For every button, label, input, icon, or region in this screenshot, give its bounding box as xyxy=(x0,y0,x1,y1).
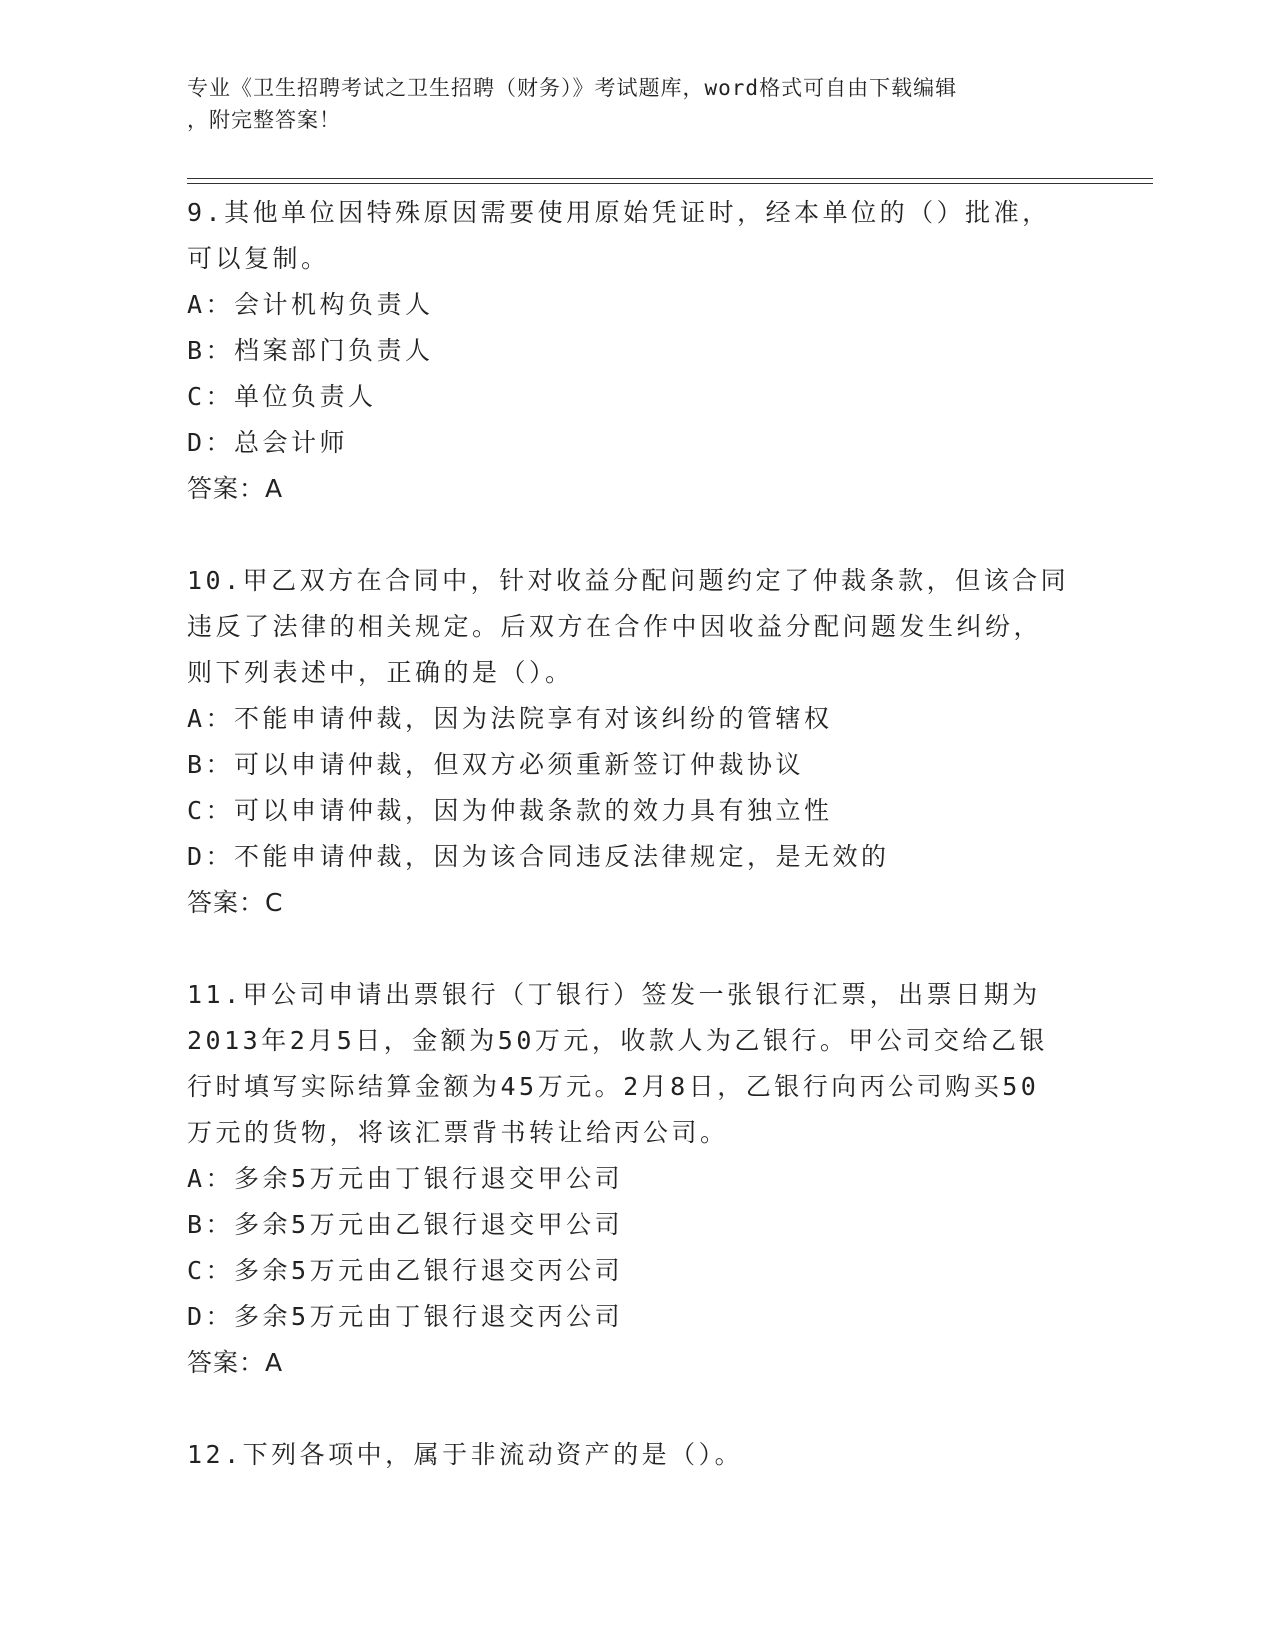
question-11 xyxy=(187,972,1087,1386)
question-text-line: 行时填写实际结算金额为45万元。2月8日，乙银行向丙公司购买50 xyxy=(187,1072,1040,1101)
option-c: C：可以申请仲裁，因为仲裁条款的效力具有独立性 xyxy=(187,796,833,825)
option-d: D：总会计师 xyxy=(187,428,349,457)
header-line-2: ，附完整答案！ xyxy=(187,108,341,132)
option-d: D：多余5万元由丁银行退交丙公司 xyxy=(187,1302,624,1331)
header-line-1: 专业《卫生招聘考试之卫生招聘（财务）》考试题库，word格式可自由下载编辑 xyxy=(187,76,958,100)
question-text-line: 10.甲乙双方在合同中，针对收益分配问题约定了仲裁条款，但该合同 xyxy=(187,566,1070,595)
document-header xyxy=(187,72,1087,136)
question-9 xyxy=(187,190,1087,512)
header-divider-bottom xyxy=(187,183,1153,184)
question-text-line: 12.下列各项中，属于非流动资产的是（）。 xyxy=(187,1440,744,1469)
option-b: B：多余5万元由乙银行退交甲公司 xyxy=(187,1210,624,1239)
answer-label: 答案：A xyxy=(187,1348,284,1377)
question-12 xyxy=(187,1432,1087,1478)
option-c: C：单位负责人 xyxy=(187,382,377,411)
option-b: B：档案部门负责人 xyxy=(187,336,434,365)
question-text-line: 2013年2月5日，金额为50万元，收款人为乙银行。甲公司交给乙银 xyxy=(187,1026,1048,1055)
question-10 xyxy=(187,558,1087,926)
question-text-line: 11.甲公司申请出票银行（丁银行）签发一张银行汇票，出票日期为 xyxy=(187,980,1041,1009)
answer-label: 答案：A xyxy=(187,474,284,503)
option-b: B：可以申请仲裁，但双方必须重新签订仲裁协议 xyxy=(187,750,805,779)
question-text-line: 万元的货物，将该汇票背书转让给丙公司。 xyxy=(187,1118,729,1147)
question-text-line: 9.其他单位因特殊原因需要使用原始凭证时，经本单位的（）批准， xyxy=(187,198,1051,227)
option-c: C：多余5万元由乙银行退交丙公司 xyxy=(187,1256,624,1285)
option-a: A：不能申请仲裁，因为法院享有对该纠纷的管辖权 xyxy=(187,704,833,733)
question-text-line: 可以复制。 xyxy=(187,244,330,273)
question-list xyxy=(187,190,1087,1524)
answer-label: 答案：C xyxy=(187,888,284,917)
question-text-line: 违反了法律的相关规定。后双方在合作中因收益分配问题发生纠纷， xyxy=(187,612,1043,641)
option-a: A：多余5万元由丁银行退交甲公司 xyxy=(187,1164,624,1193)
header-divider-top xyxy=(187,178,1153,179)
question-text-line: 则下列表述中，正确的是（）。 xyxy=(187,658,574,687)
option-d: D：不能申请仲裁，因为该合同违反法律规定，是无效的 xyxy=(187,842,890,871)
option-a: A：会计机构负责人 xyxy=(187,290,434,319)
